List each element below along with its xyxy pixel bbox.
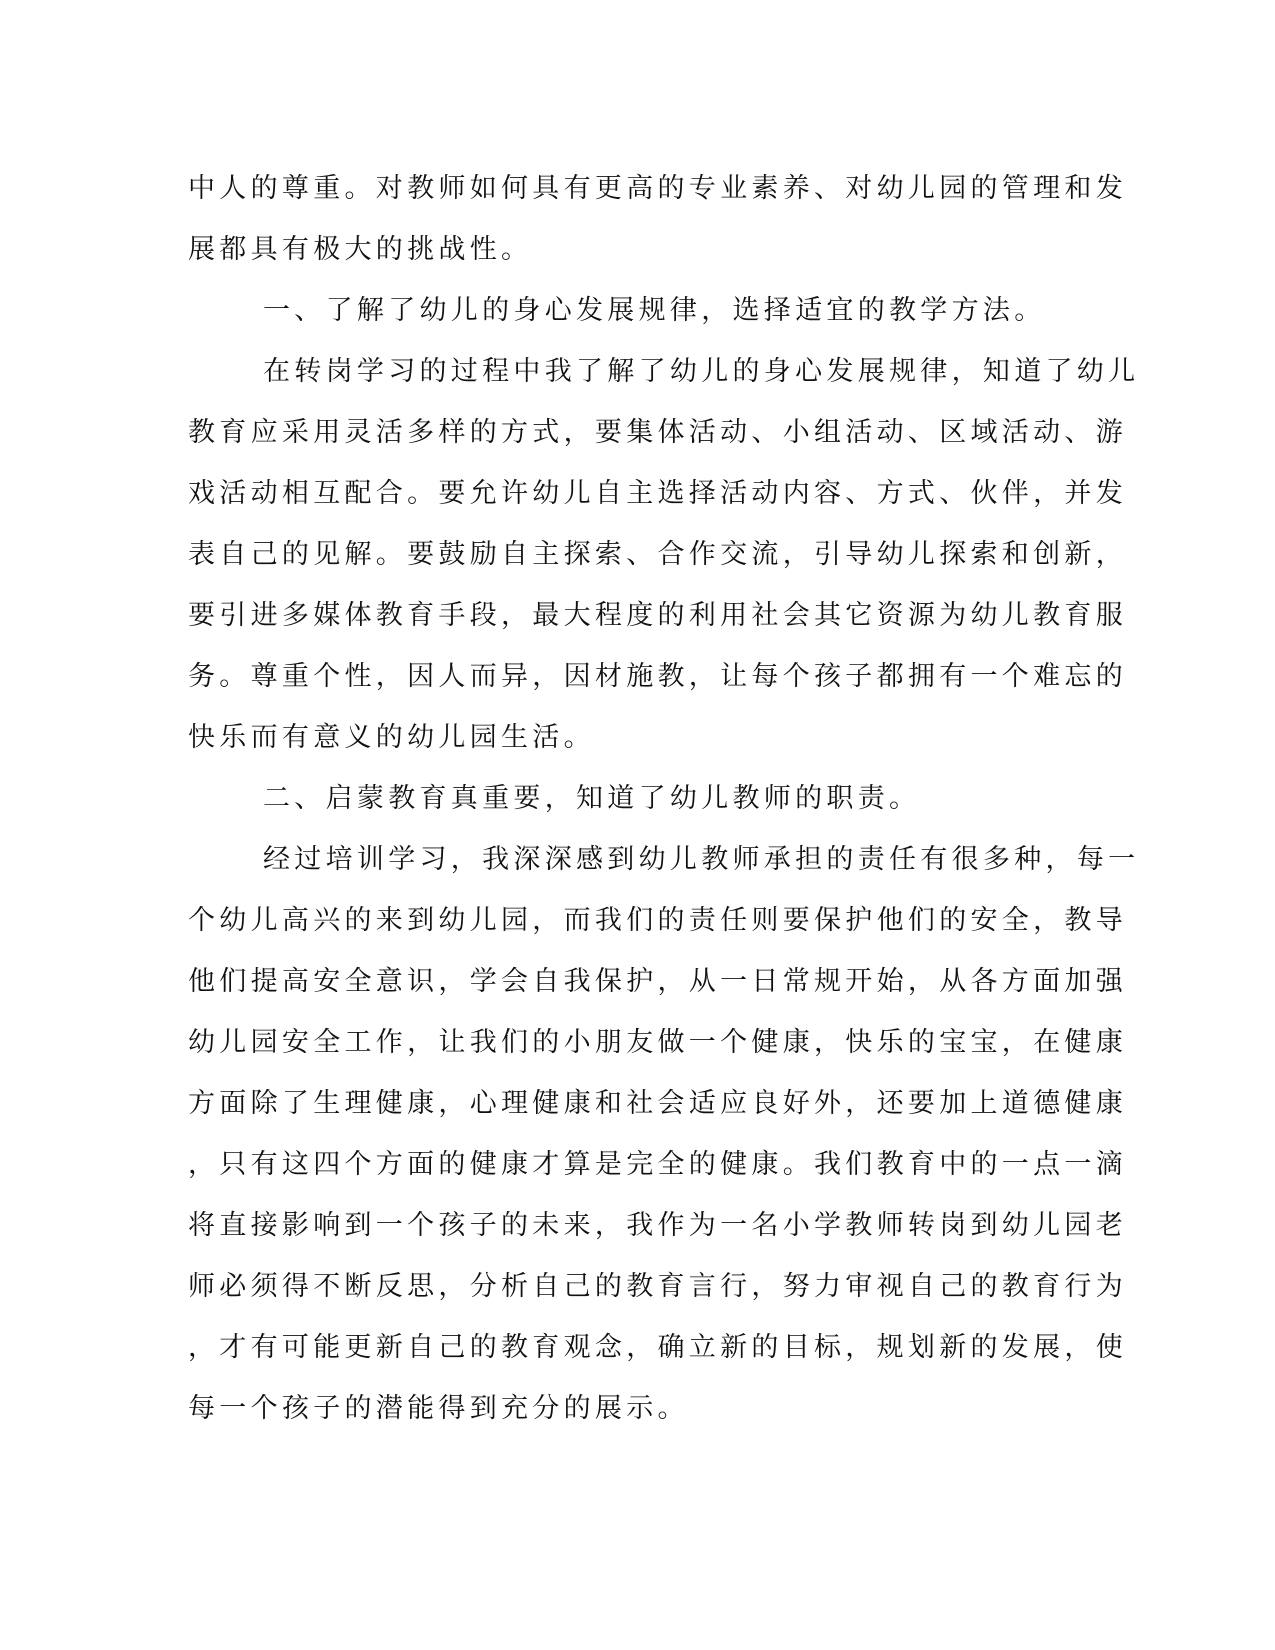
text-line: 表自己的见解。要鼓励自主探索、合作交流，引导幼儿探索和创新， bbox=[188, 539, 1127, 570]
text-line: 经过培训学习，我深深感到幼儿教师承担的责任有很多种，每一 bbox=[263, 844, 1140, 875]
text-line: 快乐而有意义的幼儿园生活。 bbox=[188, 722, 595, 753]
text-line: 戏活动相互配合。要允许幼儿自主选择活动内容、方式、伙伴，并发 bbox=[188, 478, 1127, 509]
text-line: ，只有这四个方面的健康才算是完全的健康。我们教育中的一点一滴 bbox=[188, 1149, 1127, 1180]
text-line: 将直接影响到一个孩子的未来，我作为一名小学教师转岗到幼儿园老 bbox=[188, 1210, 1127, 1241]
text-line: 在转岗学习的过程中我了解了幼儿的身心发展规律，知道了幼儿 bbox=[263, 356, 1140, 387]
text-line: ，才有可能更新自己的教育观念，确立新的目标，规划新的发展，使 bbox=[188, 1332, 1127, 1363]
text-line: 中人的尊重。对教师如何具有更高的专业素养、对幼儿园的管理和发 bbox=[188, 173, 1127, 204]
text-line: 个幼儿高兴的来到幼儿园，而我们的责任则要保护他们的安全，教导 bbox=[188, 905, 1127, 936]
text-line: 展都具有极大的挑战性。 bbox=[188, 234, 533, 265]
section-heading-1: 一、了解了幼儿的身心发展规律，选择适宜的教学方法。 bbox=[263, 295, 1046, 326]
text-line: 幼儿园安全工作，让我们的小朋友做一个健康，快乐的宝宝，在健康 bbox=[188, 1027, 1127, 1058]
text-line: 教育应采用灵活多样的方式，要集体活动、小组活动、区域活动、游 bbox=[188, 417, 1127, 448]
text-line: 务。尊重个性，因人而异，因材施教，让每个孩子都拥有一个难忘的 bbox=[188, 661, 1127, 692]
text-line: 师必须得不断反思，分析自己的教育言行，努力审视自己的教育行为 bbox=[188, 1271, 1127, 1302]
section-heading-2: 二、启蒙教育真重要，知道了幼儿教师的职责。 bbox=[263, 783, 921, 814]
text-line: 每一个孩子的潜能得到充分的展示。 bbox=[188, 1393, 689, 1424]
text-line: 方面除了生理健康，心理健康和社会适应良好外，还要加上道德健康 bbox=[188, 1088, 1127, 1119]
text-line: 要引进多媒体教育手段，最大程度的利用社会其它资源为幼儿教育服 bbox=[188, 600, 1127, 631]
body-text bbox=[188, 158, 1140, 1439]
text-line: 他们提高安全意识，学会自我保护，从一日常规开始，从各方面加强 bbox=[188, 966, 1127, 997]
